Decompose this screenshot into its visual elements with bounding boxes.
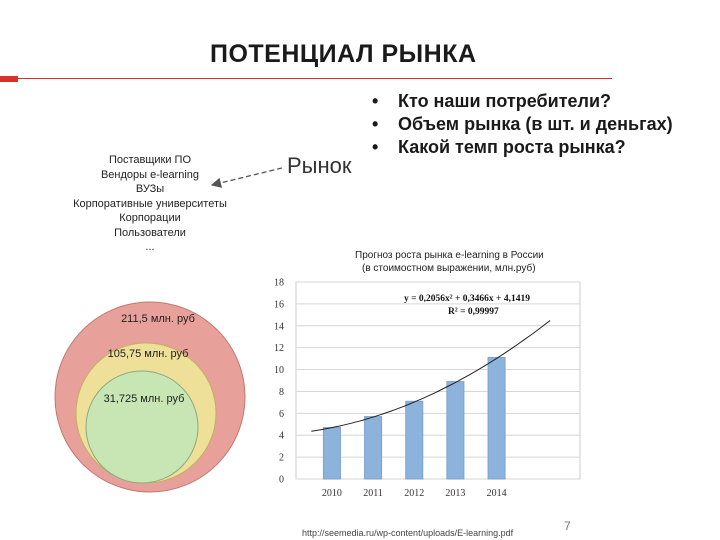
- bullet-item: • Кто наши потребители?: [368, 90, 713, 113]
- y-tick-label: 12: [274, 343, 284, 355]
- chart-subtitle: (в стоимостном выражении, млн.руб): [362, 263, 536, 274]
- supplier-item: Поставщики ПО: [108, 154, 192, 166]
- slide-number: 7: [564, 519, 571, 533]
- supplier-item: ВУЗы: [135, 183, 165, 195]
- supplier-item: Вендоры e-learning: [100, 168, 200, 181]
- bar: [488, 358, 505, 479]
- chart-x-ticks: [322, 488, 507, 499]
- y-tick-label: 0: [279, 474, 284, 486]
- y-tick-label: 14: [274, 321, 284, 333]
- bullet-item: • Какой темп роста рынка?: [368, 136, 713, 159]
- circle-label-outer: 211,5 млн. руб: [121, 313, 195, 325]
- chart-y-ticks: [274, 278, 284, 486]
- x-tick-label: 2012: [404, 488, 425, 499]
- x-tick-label: 2010: [321, 488, 342, 499]
- supplier-item: Корпоративные университеты: [73, 197, 227, 210]
- chart-title: Прогноз роста рынка e-learning в России: [355, 250, 544, 261]
- circle-label-inner: 31,725 млн. руб: [103, 393, 185, 405]
- y-tick-label: 16: [274, 299, 284, 311]
- supplier-item: ...: [145, 241, 155, 253]
- supplier-item: Корпорации: [119, 212, 181, 224]
- market-label: Рынок: [287, 153, 352, 178]
- inner-market-circle: [86, 371, 198, 483]
- slide-title: ПОТЕНЦИАЛ РЫНКА: [210, 40, 477, 68]
- bar: [447, 382, 464, 479]
- bullet-item: • Объем рынка (в шт. и деньгах): [368, 113, 713, 136]
- y-tick-label: 6: [279, 408, 284, 420]
- circle-label-middle: 105,75 млн. руб: [107, 348, 189, 360]
- market-forecast-chart: [274, 250, 580, 499]
- y-tick-label: 2: [279, 452, 284, 464]
- trend-r2: R² = 0,99997: [448, 307, 499, 317]
- bar: [365, 417, 382, 479]
- trend-equation: y = 0,2056x² + 0,3466x + 4,1419: [404, 294, 530, 304]
- market-arrow: [212, 168, 282, 185]
- source-link[interactable]: http://seemedia.ru/wp-content/uploads/E-learning.pdf: [302, 528, 514, 538]
- chart-trendline: [311, 321, 550, 432]
- bar: [406, 401, 423, 479]
- y-tick-label: 10: [274, 365, 284, 377]
- y-tick-label: 8: [279, 386, 284, 398]
- x-tick-label: 2013: [445, 488, 466, 499]
- bar: [323, 428, 340, 479]
- x-tick-label: 2014: [486, 488, 507, 499]
- chart-bars: [323, 358, 505, 479]
- y-tick-label: 4: [279, 430, 284, 442]
- y-tick-label: 18: [274, 277, 284, 289]
- x-tick-label: 2011: [363, 488, 383, 499]
- supplier-item: Пользователи: [114, 226, 186, 239]
